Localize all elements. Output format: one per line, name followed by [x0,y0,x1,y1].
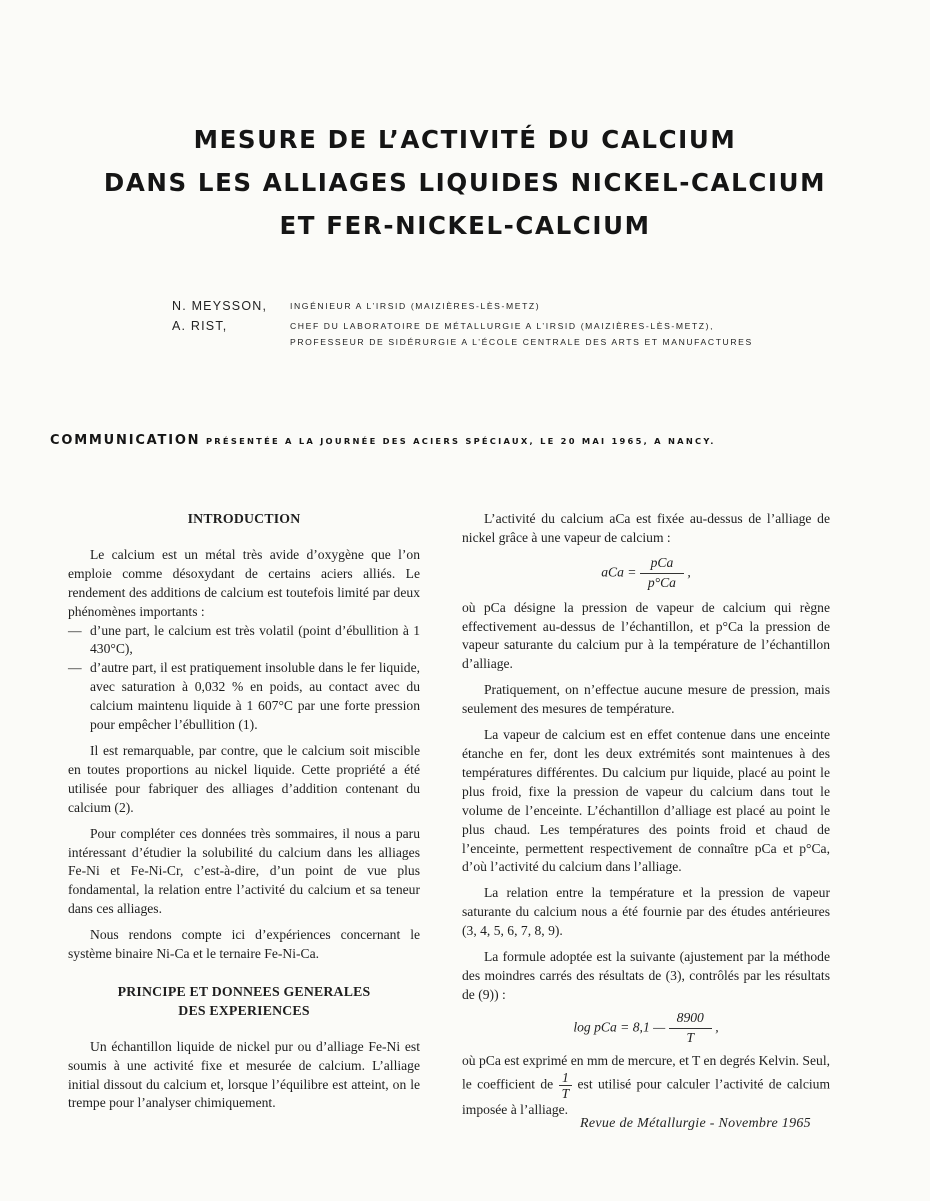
right-paragraph-1: L’activité du calcium aCa est fixée au-dessus de l’alliage de nickel grâce à une vapeur de calcium : [462,511,830,545]
communication-rest: PRÉSENTÉE A LA JOURNÉE DES ACIERS SPÉCIAUX, LE 20 MAI 1965, A NANCY. [205,436,716,446]
bullet-dash: — [68,660,82,676]
article-title [0,118,930,247]
bullet-text-1: d’une part, le calcium est très volatil (point d’ébullition à 1 430°C), [90,622,420,657]
equation-2-lhs: log pCa = 8,1 — [573,1019,666,1035]
equation-2-denominator: T [686,1029,695,1045]
intro-paragraph-2: Il est remarquable, par contre, que le calcium soit miscible en toutes proportions au nickel liquide. Cette propriété a été utilisée pour fabriquer des alliages d’addition contenant du calcium (2). [68,742,420,815]
bullet-item-2 [68,659,420,735]
bullet-item-1 [68,622,420,660]
equation-activity [462,554,830,593]
left-column [68,510,420,1113]
journal-footer: Revue de Métallurgie - Novembre 1965 [580,1116,811,1131]
title-line-3: ET FER-NICKEL-CALCIUM [279,211,651,240]
title-line-2: DANS LES ALLIAGES LIQUIDES NICKEL-CALCIUM [103,168,827,197]
title-line-1: MESURE DE L’ACTIVITÉ DU CALCIUM [193,125,737,154]
intro-paragraph-4: Nous rendons compte ici d’expériences concernant le système binaire Ni-Ca et le ternaire Fe-Ni-Ca. [68,927,420,962]
author-1-affiliation [290,296,540,316]
right-paragraph-7 [462,1052,830,1121]
authors-block [172,296,753,350]
heading-introduction: INTRODUCTION [187,511,301,526]
right-column [462,510,830,1120]
right-paragraph-3: Pratiquement, on n’effectue aucune mesure de pression, mais seulement des mesures de température. [462,682,830,717]
intro-paragraph-1: Le calcium est un métal très avide d’oxygène que l’on emploie comme désoxydant de certains aciers alliés. Le rendement des additions de calcium est toutefois limité par deux phénomènes importants : [68,546,420,619]
inline-fraction-numerator: 1 [559,1070,573,1086]
intro-paragraph-3: Pour compléter ces données très sommaires, il nous a paru intéressant d’étudier la solubilité du calcium dans les alliages Fe-Ni et Fe-Ni-Cr, c’est-à-dire, d’un point de vue plus fondamental, la relation entre l’activité du calcium et sa teneur dans ces alliages. [68,825,420,917]
right-paragraph-4: La vapeur de calcium est en effet contenue dans une enceinte étanche en fer, dont les deux extrémités sont maintenues à des températures différentes. Du calcium pur liquide, placé au point le plus froid, fixe la pression de vapeur du calcium dans tout le volume de l’enceinte. L’échantillon d’alliage est placé au point le plus chaud. Les températures des points froid et chaud de l’enceinte, permettent respectivement de connaître pCa et p°Ca, d’où l’activité du calcium dans l’alliage. [462,727,830,875]
author-1-name: N. MEYSSON, [172,299,268,313]
principe-paragraph-1: Un échantillon liquide de nickel pur ou d’alliage Fe-Ni est soumis à une activité fixe et mesurée de calcium. L’alliage initial dissout du calcium et, lorsque l’équilibre est atteint, on le trempe pour l’analyser chimiquement. [68,1038,420,1111]
author-1-aff-line-1: INGÉNIEUR A L’IRSID (MAIZIÈRES-LÈS-METZ) [290,301,541,311]
heading-principe-line-1: PRINCIPE ET DONNEES GENERALES [117,983,371,999]
heading-principe-line-2: DES EXPERIENCES [178,1002,310,1018]
bullet-dash: — [68,622,82,638]
equation-2-fraction [669,1009,712,1048]
equation-vapour-pressure [462,1009,830,1048]
equation-1-denominator: p°Ca [647,574,676,590]
right-paragraph-6: La formule adoptée est la suivante (ajustement par la méthode des moindres carrés des résultats de (3), contrôlés par les résultats de (9)) : [462,949,830,1002]
author-2-affiliation [290,316,753,350]
equation-1-lhs: aCa = [601,564,637,580]
author-2 [172,316,753,350]
heading-principe [68,983,420,1021]
communication-line [50,429,890,448]
right-paragraph-2: où pCa désigne la pression de vapeur de calcium qui règne effectivement au-dessus de l’échantillon, et p°Ca la pression de vapeur saturante du calcium pur à la température de l’échantillon d’alliage. [462,599,830,672]
equation-1-tail: , [687,564,691,580]
author-1 [172,296,753,316]
equation-1-numerator: pCa [640,554,684,574]
equation-2-tail: , [715,1019,719,1035]
inline-fraction [559,1070,573,1101]
equation-2-numerator: 8900 [669,1009,712,1029]
bullet-text-2: d’autre part, il est pratiquement insoluble dans le fer liquide, avec saturation à 0,032 % en poids, au contact avec du calcium maintenu liquide à 1 607°C par une forte pression pour empêcher l’ébullition (1). [90,660,420,733]
equation-1-fraction [640,554,684,593]
author-2-aff-line-1: CHEF DU LABORATOIRE DE MÉTALLURGIE A L’IRSID (MAIZIÈRES-LÈS-METZ), [290,321,715,331]
paragraph-7-part-a: où pCa est exprimé en mm de mercure, et T en degrés Kelvin. Seul, le coefficient de [462,1052,830,1093]
inline-fraction-denominator: T [561,1086,570,1102]
author-2-name: A. RIST, [172,319,228,333]
communication-word: COMMUNICATION [50,433,201,448]
right-paragraph-5: La relation entre la température et la pression de vapeur saturante du calcium nous a été fournie par des études antérieures (3, 4, 5, 6, 7, 8, 9). [462,885,830,939]
author-2-aff-line-2: PROFESSEUR DE SIDÉRURGIE A L’ÉCOLE CENTRALE DES ARTS ET MANUFACTURES [290,337,753,347]
paragraph-7-part-b: est utilisé pour calculer l’activité de calcium imposée à l’alliage. [462,1077,831,1118]
